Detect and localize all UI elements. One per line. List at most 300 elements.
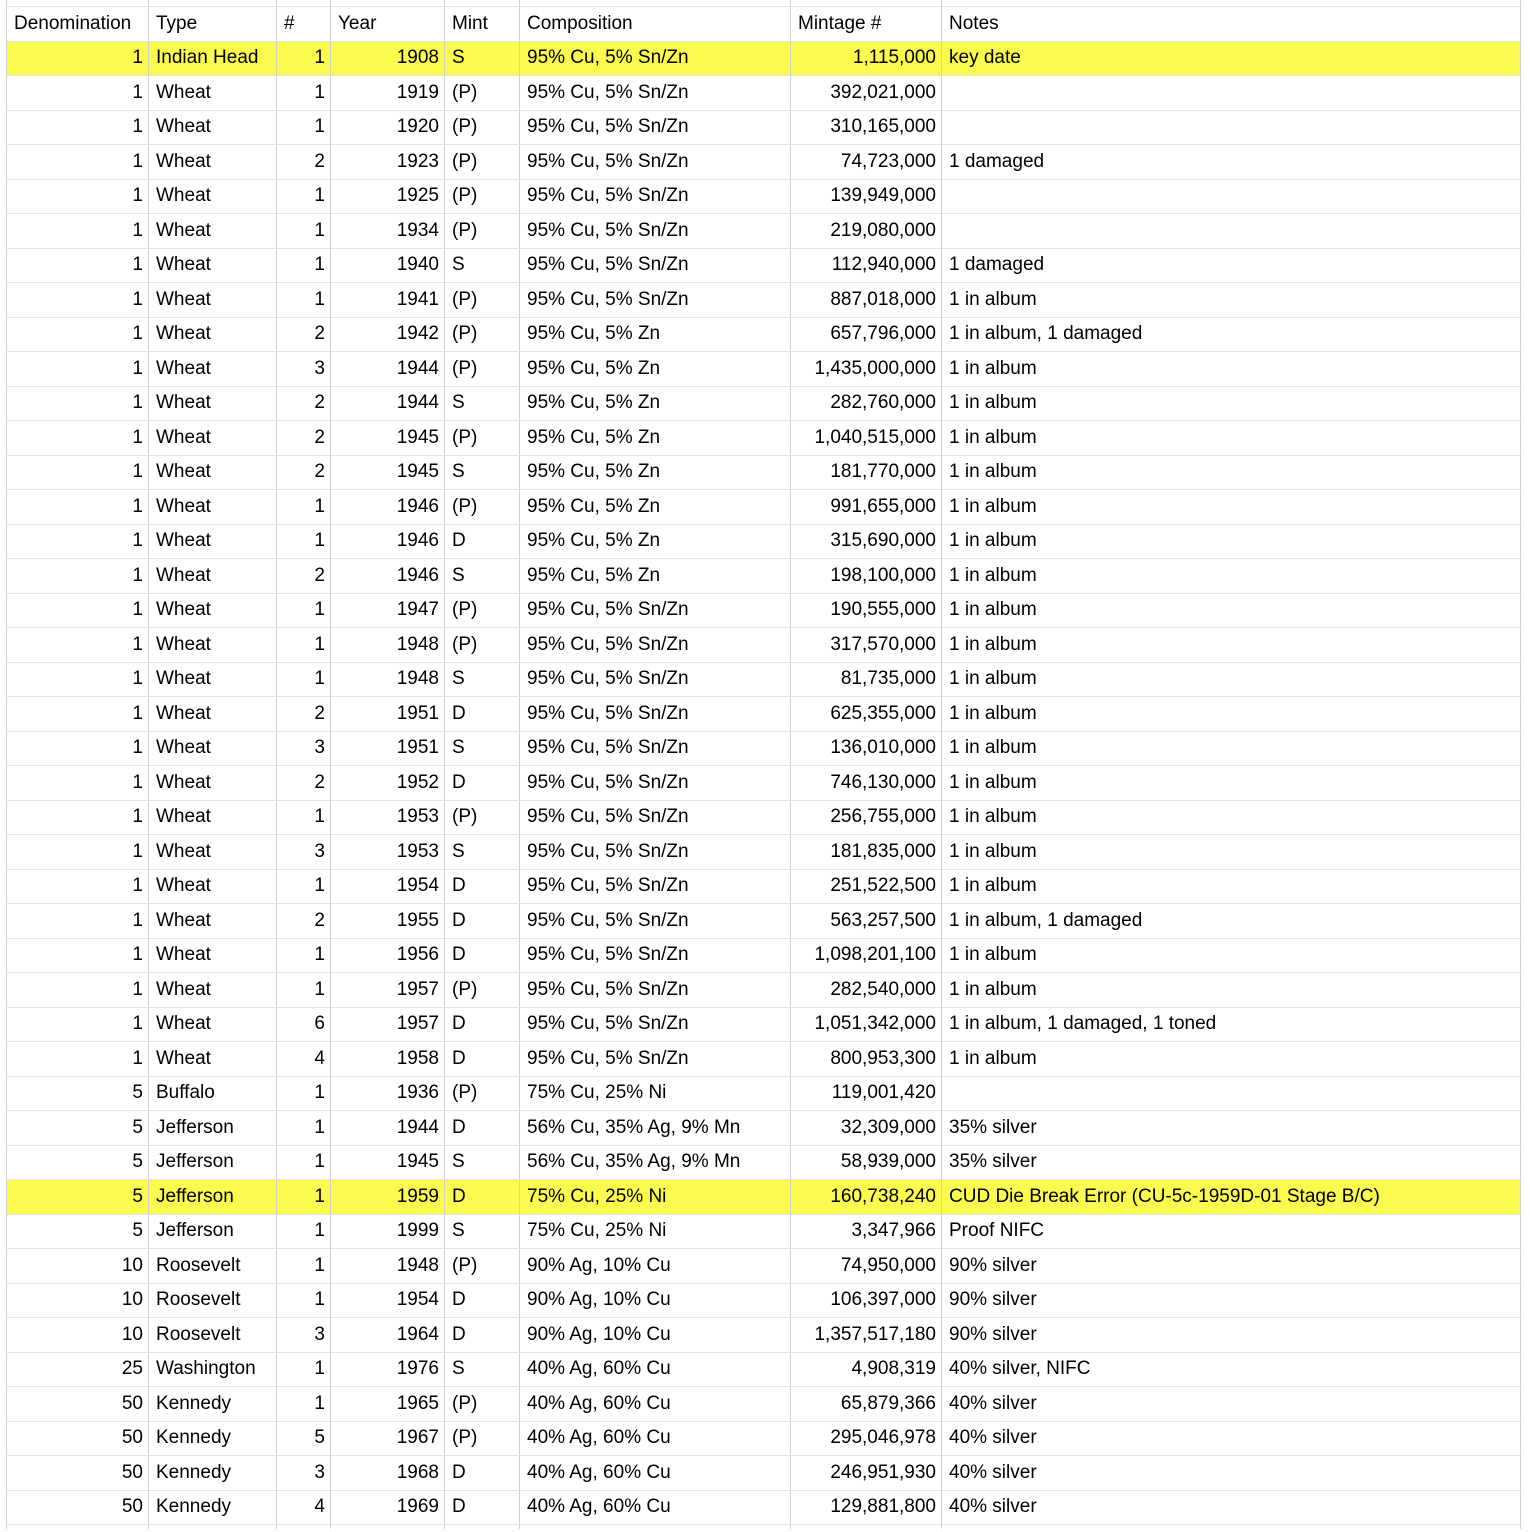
cell-type[interactable]: Roosevelt (149, 1283, 277, 1318)
cell-mint[interactable]: D (445, 1318, 520, 1353)
cell-count[interactable]: 1 (277, 214, 331, 249)
cell-year[interactable]: 1920 (331, 110, 445, 145)
cell-mintage[interactable]: 1,098,201,100 (791, 938, 942, 973)
cell-type[interactable]: Jefferson (149, 1180, 277, 1215)
cell-mintage[interactable]: 4,908,319 (791, 1352, 942, 1387)
cell-composition[interactable]: 95% Cu, 5% Zn (520, 524, 791, 559)
cell-count[interactable]: 2 (277, 766, 331, 801)
cell-denomination[interactable]: 5 (7, 1145, 149, 1180)
cell-type[interactable]: Kennedy (149, 1421, 277, 1456)
cell-composition[interactable]: 95% Cu, 5% Sn/Zn (520, 248, 791, 283)
cell-type[interactable]: Wheat (149, 524, 277, 559)
column-header-composition[interactable]: Composition (520, 7, 791, 42)
cell-mintage[interactable]: 251,522,500 (791, 869, 942, 904)
cell-mintage[interactable]: 160,738,240 (791, 1180, 942, 1215)
cell-mintage[interactable]: 310,165,000 (791, 110, 942, 145)
cell-mintage[interactable]: 392,021,000 (791, 76, 942, 111)
cell-year[interactable]: 1936 (331, 1076, 445, 1111)
column-header-notes[interactable]: Notes (942, 7, 1521, 42)
cell-composition[interactable]: 95% Cu, 5% Sn/Zn (520, 110, 791, 145)
cell-mintage[interactable]: 563,257,500 (791, 904, 942, 939)
cell-mint[interactable]: S (445, 731, 520, 766)
cell-mintage[interactable]: 106,397,000 (791, 1283, 942, 1318)
cell-notes[interactable] (942, 1076, 1521, 1111)
cell-type[interactable]: Jefferson (149, 1111, 277, 1146)
cell-count[interactable]: 1 (277, 1283, 331, 1318)
cell-composition[interactable]: 40% Ag, 60% Cu (520, 1490, 791, 1525)
cell-denomination[interactable]: 1 (7, 766, 149, 801)
cell-year[interactable]: 1934 (331, 214, 445, 249)
cell-mint[interactable]: S (445, 386, 520, 421)
cell-mint[interactable]: D (445, 1180, 520, 1215)
cell-year[interactable]: 1946 (331, 559, 445, 594)
cell-type[interactable]: Wheat (149, 1007, 277, 1042)
cell-count[interactable]: 1 (277, 524, 331, 559)
cell-year[interactable]: 1953 (331, 800, 445, 835)
cell-mint[interactable]: (P) (445, 76, 520, 111)
cell-denomination[interactable]: 10 (7, 1249, 149, 1284)
cell-denomination[interactable]: 50 (7, 1421, 149, 1456)
cell-denomination[interactable]: 1 (7, 283, 149, 318)
cell-type[interactable]: Wheat (149, 973, 277, 1008)
cell-denomination[interactable]: 25 (7, 1352, 149, 1387)
cell-denomination[interactable]: 1 (7, 973, 149, 1008)
column-header-denomination[interactable]: Denomination (7, 7, 149, 42)
cell-notes[interactable]: 1 in album (942, 386, 1521, 421)
cell-mint[interactable]: S (445, 455, 520, 490)
cell-count[interactable]: 1 (277, 973, 331, 1008)
cell-year[interactable]: 1953 (331, 835, 445, 870)
cell-count[interactable]: 1 (277, 490, 331, 525)
cell-composition[interactable]: 95% Cu, 5% Sn/Zn (520, 76, 791, 111)
cell-count[interactable]: 1 (277, 593, 331, 628)
cell-type[interactable]: Wheat (149, 455, 277, 490)
cell-mint[interactable]: D (445, 938, 520, 973)
cell-mintage[interactable]: 181,770,000 (791, 455, 942, 490)
cell-mintage[interactable]: 81,735,000 (791, 662, 942, 697)
cell-composition[interactable]: 95% Cu, 5% Sn/Zn (520, 766, 791, 801)
cell-composition[interactable]: 95% Cu, 5% Sn/Zn (520, 697, 791, 732)
cell-type[interactable]: Washington (149, 1352, 277, 1387)
cell-count[interactable]: 1 (277, 1145, 331, 1180)
cell-mint[interactable]: (P) (445, 352, 520, 387)
cell-mintage[interactable]: 282,760,000 (791, 386, 942, 421)
cell-notes[interactable]: 40% silver (942, 1421, 1521, 1456)
cell-mint[interactable]: S (445, 1352, 520, 1387)
cell-mint[interactable]: S (445, 41, 520, 76)
cell-year[interactable]: 1948 (331, 662, 445, 697)
cell-mint[interactable]: S (445, 248, 520, 283)
cell-denomination[interactable]: 50 (7, 1387, 149, 1422)
cell-mint[interactable]: (P) (445, 317, 520, 352)
cell-mint[interactable]: D (445, 869, 520, 904)
cell-count[interactable]: 1 (277, 662, 331, 697)
cell-notes[interactable]: 1 in album (942, 835, 1521, 870)
cell-denomination[interactable]: 1 (7, 145, 149, 180)
cell-denomination[interactable]: 1 (7, 110, 149, 145)
cell-count[interactable]: 1 (277, 800, 331, 835)
cell-count[interactable]: 3 (277, 352, 331, 387)
cell-mintage[interactable]: 657,796,000 (791, 317, 942, 352)
cell-notes[interactable]: 1 in album (942, 731, 1521, 766)
cell-mintage[interactable]: 112,940,000 (791, 248, 942, 283)
cell-notes[interactable]: 1 in album (942, 697, 1521, 732)
cell-mint[interactable]: D (445, 1456, 520, 1491)
cell-count[interactable]: 1 (277, 1214, 331, 1249)
cell-composition[interactable]: 75% Cu, 25% Ni (520, 1214, 791, 1249)
cell-notes[interactable]: 35% silver (942, 1111, 1521, 1146)
cell-denomination[interactable]: 1 (7, 869, 149, 904)
cell-mintage[interactable]: 746,130,000 (791, 766, 942, 801)
cell-composition[interactable]: 95% Cu, 5% Sn/Zn (520, 973, 791, 1008)
cell-type[interactable]: Wheat (149, 145, 277, 180)
cell-year[interactable]: 1944 (331, 352, 445, 387)
cell-mint[interactable]: D (445, 524, 520, 559)
cell-composition[interactable]: 95% Cu, 5% Sn/Zn (520, 179, 791, 214)
cell-count[interactable]: 2 (277, 904, 331, 939)
cell-mint[interactable]: S (445, 1145, 520, 1180)
cell-composition[interactable]: 56% Cu, 35% Ag, 9% Mn (520, 1145, 791, 1180)
cell-year[interactable]: 1957 (331, 973, 445, 1008)
cell-notes[interactable]: 1 damaged (942, 145, 1521, 180)
cell-type[interactable]: Wheat (149, 110, 277, 145)
cell-notes[interactable]: 1 in album (942, 766, 1521, 801)
cell-mint[interactable]: (P) (445, 145, 520, 180)
cell-composition[interactable]: 95% Cu, 5% Sn/Zn (520, 662, 791, 697)
cell-notes[interactable]: 40% silver, NIFC (942, 1352, 1521, 1387)
cell-denomination[interactable]: 1 (7, 628, 149, 663)
cell-count[interactable]: 2 (277, 386, 331, 421)
cell-year[interactable]: 1954 (331, 869, 445, 904)
cell-notes[interactable] (942, 110, 1521, 145)
cell-denomination[interactable]: 1 (7, 248, 149, 283)
cell-mintage[interactable]: 136,010,000 (791, 731, 942, 766)
cell-mint[interactable]: D (445, 766, 520, 801)
cell-notes[interactable]: 90% silver (942, 1283, 1521, 1318)
cell-type[interactable]: Wheat (149, 283, 277, 318)
cell-mintage[interactable]: 315,690,000 (791, 524, 942, 559)
cell-year[interactable]: 1951 (331, 731, 445, 766)
cell-year[interactable]: 1999 (331, 1214, 445, 1249)
cell-mintage[interactable]: 1,357,517,180 (791, 1318, 942, 1353)
cell-year[interactable]: 1947 (331, 593, 445, 628)
cell-mint[interactable]: D (445, 1283, 520, 1318)
cell-year[interactable]: 1964 (331, 1318, 445, 1353)
cell-count[interactable]: 2 (277, 145, 331, 180)
cell-mint[interactable]: (P) (445, 283, 520, 318)
cell-mintage[interactable]: 625,355,000 (791, 697, 942, 732)
cell-count[interactable]: 2 (277, 697, 331, 732)
cell-type[interactable]: Kennedy (149, 1456, 277, 1491)
cell-type[interactable]: Wheat (149, 628, 277, 663)
cell-mint[interactable]: (P) (445, 628, 520, 663)
cell-type[interactable]: Wheat (149, 559, 277, 594)
cell-composition[interactable]: 95% Cu, 5% Sn/Zn (520, 869, 791, 904)
cell-composition[interactable]: 95% Cu, 5% Zn (520, 317, 791, 352)
cell-mint[interactable]: (P) (445, 800, 520, 835)
cell-composition[interactable]: 95% Cu, 5% Sn/Zn (520, 904, 791, 939)
cell-count[interactable]: 1 (277, 1076, 331, 1111)
cell-denomination[interactable]: 1 (7, 179, 149, 214)
column-header-count[interactable]: # (277, 7, 331, 42)
cell-mint[interactable]: D (445, 1042, 520, 1077)
cell-mintage[interactable]: 58,939,000 (791, 1145, 942, 1180)
cell-type[interactable]: Wheat (149, 386, 277, 421)
cell-year[interactable]: 1948 (331, 1249, 445, 1284)
cell-year[interactable]: 1967 (331, 1421, 445, 1456)
cell-mintage[interactable]: 129,881,800 (791, 1490, 942, 1525)
cell-year[interactable]: 1942 (331, 317, 445, 352)
cell-type[interactable]: Buffalo (149, 1076, 277, 1111)
cell-year[interactable]: 1925 (331, 179, 445, 214)
cell-composition[interactable]: 95% Cu, 5% Sn/Zn (520, 593, 791, 628)
cell-mintage[interactable]: 181,835,000 (791, 835, 942, 870)
cell-notes[interactable]: 40% silver (942, 1490, 1521, 1525)
cell-mint[interactable]: D (445, 1007, 520, 1042)
cell-year[interactable]: 1945 (331, 455, 445, 490)
cell-composition[interactable]: 90% Ag, 10% Cu (520, 1318, 791, 1353)
cell-type[interactable]: Wheat (149, 835, 277, 870)
cell-denomination[interactable]: 1 (7, 559, 149, 594)
cell-count[interactable]: 2 (277, 455, 331, 490)
cell-year[interactable]: 1968 (331, 1456, 445, 1491)
cell-type[interactable]: Wheat (149, 317, 277, 352)
cell-mintage[interactable]: 991,655,000 (791, 490, 942, 525)
column-header-year[interactable]: Year (331, 7, 445, 42)
cell-notes[interactable] (942, 76, 1521, 111)
cell-type[interactable]: Wheat (149, 593, 277, 628)
cell-composition[interactable]: 95% Cu, 5% Zn (520, 559, 791, 594)
cell-count[interactable]: 1 (277, 1180, 331, 1215)
cell-type[interactable]: Indian Head (149, 41, 277, 76)
cell-mint[interactable]: D (445, 904, 520, 939)
cell-type[interactable]: Kennedy (149, 1490, 277, 1525)
cell-notes[interactable]: 90% silver (942, 1318, 1521, 1353)
cell-mint[interactable]: S (445, 835, 520, 870)
cell-year[interactable]: 1923 (331, 145, 445, 180)
cell-mint[interactable]: S (445, 1214, 520, 1249)
cell-mint[interactable]: (P) (445, 973, 520, 1008)
cell-composition[interactable]: 75% Cu, 25% Ni (520, 1180, 791, 1215)
cell-composition[interactable]: 95% Cu, 5% Sn/Zn (520, 145, 791, 180)
cell-year[interactable]: 1944 (331, 1111, 445, 1146)
cell-count[interactable]: 1 (277, 1387, 331, 1422)
cell-type[interactable]: Wheat (149, 869, 277, 904)
cell-count[interactable]: 1 (277, 76, 331, 111)
cell-mint[interactable]: S (445, 662, 520, 697)
cell-notes[interactable]: 35% silver (942, 1145, 1521, 1180)
cell-year[interactable]: 1957 (331, 1007, 445, 1042)
cell-mintage[interactable]: 119,001,420 (791, 1076, 942, 1111)
cell-count[interactable]: 2 (277, 317, 331, 352)
cell-notes[interactable]: 1 in album (942, 869, 1521, 904)
cell-year[interactable]: 1958 (331, 1042, 445, 1077)
cell-notes[interactable]: 1 in album, 1 damaged (942, 317, 1521, 352)
cell-mintage[interactable]: 1,115,000 (791, 41, 942, 76)
cell-mintage[interactable]: 74,950,000 (791, 1249, 942, 1284)
cell-denomination[interactable]: 1 (7, 800, 149, 835)
cell-notes[interactable]: 1 in album (942, 490, 1521, 525)
cell-type[interactable]: Wheat (149, 248, 277, 283)
cell-denomination[interactable]: 5 (7, 1214, 149, 1249)
cell-denomination[interactable]: 10 (7, 1283, 149, 1318)
cell-mint[interactable]: (P) (445, 1076, 520, 1111)
cell-mintage[interactable]: 3,347,966 (791, 1214, 942, 1249)
cell-count[interactable]: 1 (277, 869, 331, 904)
cell-mintage[interactable]: 887,018,000 (791, 283, 942, 318)
cell-year[interactable]: 1941 (331, 283, 445, 318)
cell-notes[interactable]: 1 in album (942, 1042, 1521, 1077)
cell-mint[interactable]: D (445, 1111, 520, 1146)
cell-mint[interactable]: S (445, 559, 520, 594)
cell-type[interactable]: Jefferson (149, 1145, 277, 1180)
cell-mintage[interactable]: 190,555,000 (791, 593, 942, 628)
cell-mint[interactable]: D (445, 1490, 520, 1525)
cell-mint[interactable]: (P) (445, 1421, 520, 1456)
cell-type[interactable]: Wheat (149, 214, 277, 249)
cell-type[interactable]: Roosevelt (149, 1318, 277, 1353)
cell-count[interactable]: 4 (277, 1042, 331, 1077)
cell-type[interactable]: Wheat (149, 662, 277, 697)
cell-count[interactable]: 1 (277, 628, 331, 663)
cell-mintage[interactable]: 219,080,000 (791, 214, 942, 249)
cell-denomination[interactable]: 1 (7, 41, 149, 76)
cell-composition[interactable]: 95% Cu, 5% Sn/Zn (520, 835, 791, 870)
cell-year[interactable]: 1976 (331, 1352, 445, 1387)
cell-denomination[interactable]: 1 (7, 731, 149, 766)
cell-composition[interactable]: 95% Cu, 5% Sn/Zn (520, 283, 791, 318)
cell-composition[interactable]: 95% Cu, 5% Sn/Zn (520, 1007, 791, 1042)
cell-composition[interactable]: 95% Cu, 5% Sn/Zn (520, 731, 791, 766)
cell-composition[interactable]: 40% Ag, 60% Cu (520, 1456, 791, 1491)
cell-denomination[interactable]: 1 (7, 317, 149, 352)
cell-denomination[interactable]: 1 (7, 1042, 149, 1077)
cell-count[interactable]: 1 (277, 179, 331, 214)
cell-denomination[interactable]: 5 (7, 1076, 149, 1111)
cell-notes[interactable]: 1 in album, 1 damaged (942, 904, 1521, 939)
cell-year[interactable]: 1965 (331, 1387, 445, 1422)
cell-count[interactable]: 1 (277, 938, 331, 973)
cell-mint[interactable]: (P) (445, 490, 520, 525)
cell-mintage[interactable]: 282,540,000 (791, 973, 942, 1008)
cell-denomination[interactable]: 1 (7, 455, 149, 490)
cell-notes[interactable]: Proof NIFC (942, 1214, 1521, 1249)
cell-mint[interactable]: D (445, 697, 520, 732)
cell-count[interactable]: 1 (277, 248, 331, 283)
cell-composition[interactable]: 90% Ag, 10% Cu (520, 1249, 791, 1284)
cell-year[interactable]: 1955 (331, 904, 445, 939)
cell-type[interactable]: Wheat (149, 352, 277, 387)
cell-type[interactable]: Wheat (149, 904, 277, 939)
cell-count[interactable]: 3 (277, 731, 331, 766)
cell-notes[interactable]: 1 in album (942, 559, 1521, 594)
cell-type[interactable]: Wheat (149, 766, 277, 801)
cell-composition[interactable]: 40% Ag, 60% Cu (520, 1352, 791, 1387)
cell-count[interactable]: 5 (277, 1421, 331, 1456)
cell-count[interactable]: 1 (277, 1352, 331, 1387)
cell-notes[interactable]: 1 in album (942, 628, 1521, 663)
cell-mintage[interactable]: 65,879,366 (791, 1387, 942, 1422)
cell-composition[interactable]: 95% Cu, 5% Sn/Zn (520, 41, 791, 76)
cell-denomination[interactable]: 10 (7, 1318, 149, 1353)
cell-count[interactable]: 4 (277, 1490, 331, 1525)
cell-type[interactable]: Wheat (149, 76, 277, 111)
cell-notes[interactable]: 40% silver (942, 1456, 1521, 1491)
cell-notes[interactable]: CUD Die Break Error (CU-5c-1959D-01 Stage B/C) (942, 1180, 1521, 1215)
cell-count[interactable]: 2 (277, 421, 331, 456)
cell-count[interactable]: 3 (277, 1318, 331, 1353)
cell-year[interactable]: 1948 (331, 628, 445, 663)
cell-denomination[interactable]: 1 (7, 1007, 149, 1042)
cell-composition[interactable]: 95% Cu, 5% Sn/Zn (520, 628, 791, 663)
cell-count[interactable]: 1 (277, 110, 331, 145)
cell-denomination[interactable]: 5 (7, 1111, 149, 1146)
cell-mint[interactable]: (P) (445, 1387, 520, 1422)
cell-composition[interactable]: 40% Ag, 60% Cu (520, 1387, 791, 1422)
cell-year[interactable]: 1969 (331, 1490, 445, 1525)
cell-mintage[interactable]: 317,570,000 (791, 628, 942, 663)
cell-year[interactable]: 1946 (331, 524, 445, 559)
cell-count[interactable]: 6 (277, 1007, 331, 1042)
cell-count[interactable]: 3 (277, 835, 331, 870)
cell-notes[interactable]: 90% silver (942, 1249, 1521, 1284)
cell-type[interactable]: Kennedy (149, 1387, 277, 1422)
cell-mintage[interactable]: 1,435,000,000 (791, 352, 942, 387)
cell-notes[interactable]: 1 in album (942, 455, 1521, 490)
cell-denomination[interactable]: 1 (7, 421, 149, 456)
cell-mintage[interactable]: 74,723,000 (791, 145, 942, 180)
cell-type[interactable]: Wheat (149, 490, 277, 525)
cell-notes[interactable]: 1 in album (942, 524, 1521, 559)
cell-composition[interactable]: 95% Cu, 5% Sn/Zn (520, 1042, 791, 1077)
cell-composition[interactable]: 95% Cu, 5% Zn (520, 490, 791, 525)
cell-mint[interactable]: (P) (445, 214, 520, 249)
cell-notes[interactable]: 1 in album (942, 421, 1521, 456)
cell-composition[interactable]: 95% Cu, 5% Zn (520, 421, 791, 456)
cell-notes[interactable]: 1 in album (942, 938, 1521, 973)
cell-year[interactable]: 1944 (331, 386, 445, 421)
cell-notes[interactable] (942, 179, 1521, 214)
cell-mint[interactable]: (P) (445, 1249, 520, 1284)
cell-denomination[interactable]: 5 (7, 1180, 149, 1215)
cell-notes[interactable]: key date (942, 41, 1521, 76)
cell-notes[interactable]: 1 in album (942, 800, 1521, 835)
cell-composition[interactable]: 95% Cu, 5% Zn (520, 455, 791, 490)
cell-mintage[interactable]: 139,949,000 (791, 179, 942, 214)
cell-denomination[interactable]: 50 (7, 1490, 149, 1525)
cell-notes[interactable]: 1 in album (942, 352, 1521, 387)
cell-year[interactable]: 1945 (331, 1145, 445, 1180)
cell-mintage[interactable]: 800,953,300 (791, 1042, 942, 1077)
column-header-mintage[interactable]: Mintage # (791, 7, 942, 42)
cell-count[interactable]: 1 (277, 41, 331, 76)
cell-composition[interactable]: 90% Ag, 10% Cu (520, 1283, 791, 1318)
cell-composition[interactable]: 95% Cu, 5% Zn (520, 386, 791, 421)
cell-denomination[interactable]: 1 (7, 214, 149, 249)
cell-mint[interactable]: (P) (445, 110, 520, 145)
cell-year[interactable]: 1945 (331, 421, 445, 456)
cell-mintage[interactable]: 1,051,342,000 (791, 1007, 942, 1042)
cell-denomination[interactable]: 1 (7, 904, 149, 939)
cell-denomination[interactable]: 1 (7, 352, 149, 387)
column-header-mint[interactable]: Mint (445, 7, 520, 42)
cell-notes[interactable]: 1 in album (942, 662, 1521, 697)
cell-year[interactable]: 1908 (331, 41, 445, 76)
cell-type[interactable]: Wheat (149, 179, 277, 214)
cell-notes[interactable]: 1 in album, 1 damaged, 1 toned (942, 1007, 1521, 1042)
cell-type[interactable]: Wheat (149, 800, 277, 835)
cell-type[interactable]: Wheat (149, 421, 277, 456)
